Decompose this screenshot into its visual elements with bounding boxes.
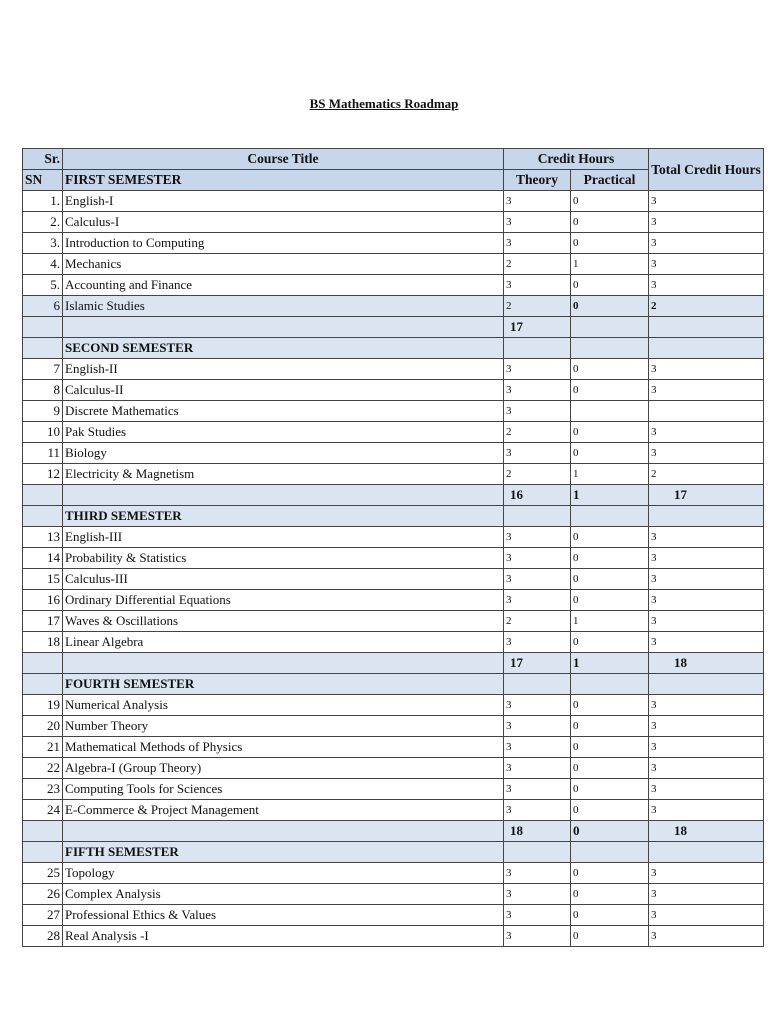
course-title: English-I: [63, 191, 504, 212]
course-sn: 21: [23, 737, 63, 758]
course-row: [23, 527, 764, 548]
course-title: Calculus-I: [63, 212, 504, 233]
semester-practical-cell: [571, 506, 649, 527]
course-total: 3: [649, 737, 764, 758]
course-row: [23, 233, 764, 254]
course-practical: 1: [571, 611, 649, 632]
theory-header: Theory: [504, 170, 571, 191]
course-sn: 4.: [23, 254, 63, 275]
course-practical: 0: [571, 632, 649, 653]
course-theory: 3: [504, 275, 571, 296]
semester-heading: THIRD SEMESTER: [63, 506, 504, 527]
semester-total-row: [23, 821, 764, 842]
course-title: English-III: [63, 527, 504, 548]
course-practical: [571, 401, 649, 422]
course-row: [23, 296, 764, 317]
course-title: Mathematical Methods of Physics: [63, 737, 504, 758]
course-theory: 2: [504, 611, 571, 632]
course-practical: 0: [571, 275, 649, 296]
course-theory: 3: [504, 884, 571, 905]
course-practical: 0: [571, 191, 649, 212]
course-sn: 26: [23, 884, 63, 905]
course-total: 3: [649, 758, 764, 779]
course-total: 3: [649, 212, 764, 233]
course-row: [23, 905, 764, 926]
course-title: English-II: [63, 359, 504, 380]
course-theory: 3: [504, 527, 571, 548]
course-total: 3: [649, 590, 764, 611]
course-practical: 1: [571, 464, 649, 485]
course-row: [23, 716, 764, 737]
course-practical: 0: [571, 296, 649, 317]
course-row: [23, 884, 764, 905]
course-row: [23, 359, 764, 380]
course-total: 3: [649, 695, 764, 716]
course-total: 3: [649, 779, 764, 800]
total-practical: [571, 317, 649, 338]
total-theory: 17: [504, 317, 571, 338]
course-sn: 6: [23, 296, 63, 317]
semester-sn-cell: [23, 338, 63, 359]
course-sn: 7: [23, 359, 63, 380]
document-title: BS Mathematics Roadmap: [309, 96, 459, 111]
course-theory: 3: [504, 632, 571, 653]
total-practical: 1: [571, 653, 649, 674]
practical-header: Practical: [571, 170, 649, 191]
total-sn-cell: [23, 653, 63, 674]
semester-theory-cell: [504, 674, 571, 695]
semester-heading: FOURTH SEMESTER: [63, 674, 504, 695]
course-practical: 0: [571, 380, 649, 401]
course-row: [23, 779, 764, 800]
total-theory: 16: [504, 485, 571, 506]
total-credit-hours-header: Total Credit Hours: [649, 149, 764, 191]
course-total: [649, 401, 764, 422]
course-theory: 3: [504, 401, 571, 422]
course-title: Topology: [63, 863, 504, 884]
course-theory: 3: [504, 737, 571, 758]
course-title: Number Theory: [63, 716, 504, 737]
course-row: [23, 863, 764, 884]
semester-sn-cell: [23, 842, 63, 863]
course-title: Introduction to Computing: [63, 233, 504, 254]
course-sn: 2.: [23, 212, 63, 233]
course-sn: 16: [23, 590, 63, 611]
course-sn: 13: [23, 527, 63, 548]
course-theory: 2: [504, 254, 571, 275]
total-credit: 18: [649, 821, 764, 842]
course-practical: 0: [571, 779, 649, 800]
course-title-header: Course Title: [63, 149, 504, 170]
course-sn: 10: [23, 422, 63, 443]
total-credit: 17: [649, 485, 764, 506]
course-title: Waves & Oscillations: [63, 611, 504, 632]
course-row: [23, 632, 764, 653]
total-credit: [649, 317, 764, 338]
course-sn: 24: [23, 800, 63, 821]
course-total: 3: [649, 422, 764, 443]
course-practical: 0: [571, 737, 649, 758]
course-total: 3: [649, 716, 764, 737]
course-row: [23, 695, 764, 716]
course-theory: 3: [504, 695, 571, 716]
course-sn: 17: [23, 611, 63, 632]
semester-total-row: [23, 485, 764, 506]
semester-sn-cell: [23, 674, 63, 695]
course-sn: 9: [23, 401, 63, 422]
course-total: 3: [649, 611, 764, 632]
course-total: 3: [649, 548, 764, 569]
course-practical: 1: [571, 254, 649, 275]
sr-header: Sr.: [23, 149, 63, 170]
course-title: Discrete Mathematics: [63, 401, 504, 422]
total-theory: 17: [504, 653, 571, 674]
course-row: [23, 548, 764, 569]
total-title-cell: [63, 821, 504, 842]
course-theory: 3: [504, 212, 571, 233]
course-practical: 0: [571, 359, 649, 380]
course-theory: 2: [504, 296, 571, 317]
course-title: Computing Tools for Sciences: [63, 779, 504, 800]
semester-heading-row: [23, 506, 764, 527]
semester-total-cell: [649, 338, 764, 359]
course-theory: 3: [504, 191, 571, 212]
semester-heading-row: [23, 842, 764, 863]
course-title: Ordinary Differential Equations: [63, 590, 504, 611]
total-title-cell: [63, 653, 504, 674]
course-total: 3: [649, 275, 764, 296]
sn-header: SN: [23, 170, 63, 191]
course-title: Numerical Analysis: [63, 695, 504, 716]
course-practical: 0: [571, 758, 649, 779]
course-practical: 0: [571, 527, 649, 548]
course-practical: 0: [571, 233, 649, 254]
course-theory: 3: [504, 590, 571, 611]
total-practical: 0: [571, 821, 649, 842]
course-practical: 0: [571, 422, 649, 443]
course-theory: 3: [504, 716, 571, 737]
course-sn: 27: [23, 905, 63, 926]
course-theory: 3: [504, 359, 571, 380]
course-sn: 20: [23, 716, 63, 737]
course-row: [23, 464, 764, 485]
course-title: E-Commerce & Project Management: [63, 800, 504, 821]
course-row: [23, 800, 764, 821]
semester-total-cell: [649, 506, 764, 527]
course-title: Real Analysis -I: [63, 926, 504, 947]
course-total: 3: [649, 254, 764, 275]
course-title: Mechanics: [63, 254, 504, 275]
semester-total-row: [23, 317, 764, 338]
semester-practical-cell: [571, 842, 649, 863]
course-sn: 19: [23, 695, 63, 716]
course-sn: 15: [23, 569, 63, 590]
course-theory: 2: [504, 464, 571, 485]
course-title: Algebra-I (Group Theory): [63, 758, 504, 779]
course-practical: 0: [571, 212, 649, 233]
course-practical: 0: [571, 800, 649, 821]
course-total: 2: [649, 296, 764, 317]
course-title: Probability & Statistics: [63, 548, 504, 569]
course-practical: 0: [571, 569, 649, 590]
course-practical: 0: [571, 548, 649, 569]
course-title: Professional Ethics & Values: [63, 905, 504, 926]
course-sn: 11: [23, 443, 63, 464]
course-practical: 0: [571, 884, 649, 905]
course-sn: 12: [23, 464, 63, 485]
course-theory: 3: [504, 758, 571, 779]
course-theory: 3: [504, 443, 571, 464]
total-sn-cell: [23, 485, 63, 506]
course-practical: 0: [571, 716, 649, 737]
course-row: [23, 737, 764, 758]
course-practical: 0: [571, 863, 649, 884]
course-theory: 3: [504, 380, 571, 401]
course-theory: 3: [504, 863, 571, 884]
course-title: Calculus-III: [63, 569, 504, 590]
semester-heading: FIFTH SEMESTER: [63, 842, 504, 863]
course-total: 3: [649, 905, 764, 926]
total-practical: 1: [571, 485, 649, 506]
course-sn: 25: [23, 863, 63, 884]
course-row: [23, 275, 764, 296]
course-practical: 0: [571, 590, 649, 611]
total-sn-cell: [23, 821, 63, 842]
course-total: 3: [649, 527, 764, 548]
course-title: Islamic Studies: [63, 296, 504, 317]
course-title: Electricity & Magnetism: [63, 464, 504, 485]
course-title: Linear Algebra: [63, 632, 504, 653]
course-theory: 3: [504, 926, 571, 947]
credit-hours-header: Credit Hours: [504, 149, 649, 170]
semester-theory-cell: [504, 842, 571, 863]
course-row: [23, 254, 764, 275]
course-row: [23, 212, 764, 233]
semester-theory-cell: [504, 338, 571, 359]
course-row: [23, 926, 764, 947]
course-sn: 18: [23, 632, 63, 653]
course-practical: 0: [571, 905, 649, 926]
course-row: [23, 401, 764, 422]
course-sn: 3.: [23, 233, 63, 254]
semester-heading: FIRST SEMESTER: [63, 170, 504, 191]
course-theory: 3: [504, 548, 571, 569]
course-theory: 2: [504, 422, 571, 443]
course-title: Complex Analysis: [63, 884, 504, 905]
semester-heading-row: [23, 674, 764, 695]
total-title-cell: [63, 485, 504, 506]
semester-heading: SECOND SEMESTER: [63, 338, 504, 359]
course-title: Biology: [63, 443, 504, 464]
semester-total-cell: [649, 674, 764, 695]
semester-practical-cell: [571, 338, 649, 359]
total-sn-cell: [23, 317, 63, 338]
course-total: 3: [649, 926, 764, 947]
total-credit: 18: [649, 653, 764, 674]
semester-heading-row: [23, 338, 764, 359]
course-sn: 28: [23, 926, 63, 947]
course-title: Accounting and Finance: [63, 275, 504, 296]
course-theory: 3: [504, 233, 571, 254]
course-row: [23, 380, 764, 401]
course-total: 3: [649, 443, 764, 464]
course-sn: 14: [23, 548, 63, 569]
semester-theory-cell: [504, 506, 571, 527]
header-row: [23, 149, 764, 170]
course-row: [23, 611, 764, 632]
semester-practical-cell: [571, 674, 649, 695]
course-total: 3: [649, 800, 764, 821]
course-total: 2: [649, 464, 764, 485]
course-practical: 0: [571, 443, 649, 464]
total-title-cell: [63, 317, 504, 338]
course-row: [23, 590, 764, 611]
course-title: Pak Studies: [63, 422, 504, 443]
course-theory: 3: [504, 800, 571, 821]
course-practical: 0: [571, 926, 649, 947]
course-theory: 3: [504, 569, 571, 590]
course-row: [23, 422, 764, 443]
course-row: [23, 443, 764, 464]
course-total: 3: [649, 863, 764, 884]
course-sn: 23: [23, 779, 63, 800]
course-row: [23, 191, 764, 212]
course-sn: 1.: [23, 191, 63, 212]
total-theory: 18: [504, 821, 571, 842]
course-total: 3: [649, 233, 764, 254]
course-title: Calculus-II: [63, 380, 504, 401]
course-practical: 0: [571, 695, 649, 716]
course-theory: 3: [504, 905, 571, 926]
course-row: [23, 758, 764, 779]
semester-total-cell: [649, 842, 764, 863]
course-sn: 5.: [23, 275, 63, 296]
course-total: 3: [649, 569, 764, 590]
course-row: [23, 569, 764, 590]
course-total: 3: [649, 884, 764, 905]
course-total: 3: [649, 359, 764, 380]
course-total: 3: [649, 380, 764, 401]
roadmap-table: [22, 148, 764, 947]
semester-total-row: [23, 653, 764, 674]
course-theory: 3: [504, 779, 571, 800]
course-total: 3: [649, 191, 764, 212]
course-sn: 22: [23, 758, 63, 779]
course-total: 3: [649, 632, 764, 653]
course-sn: 8: [23, 380, 63, 401]
semester-sn-cell: [23, 506, 63, 527]
